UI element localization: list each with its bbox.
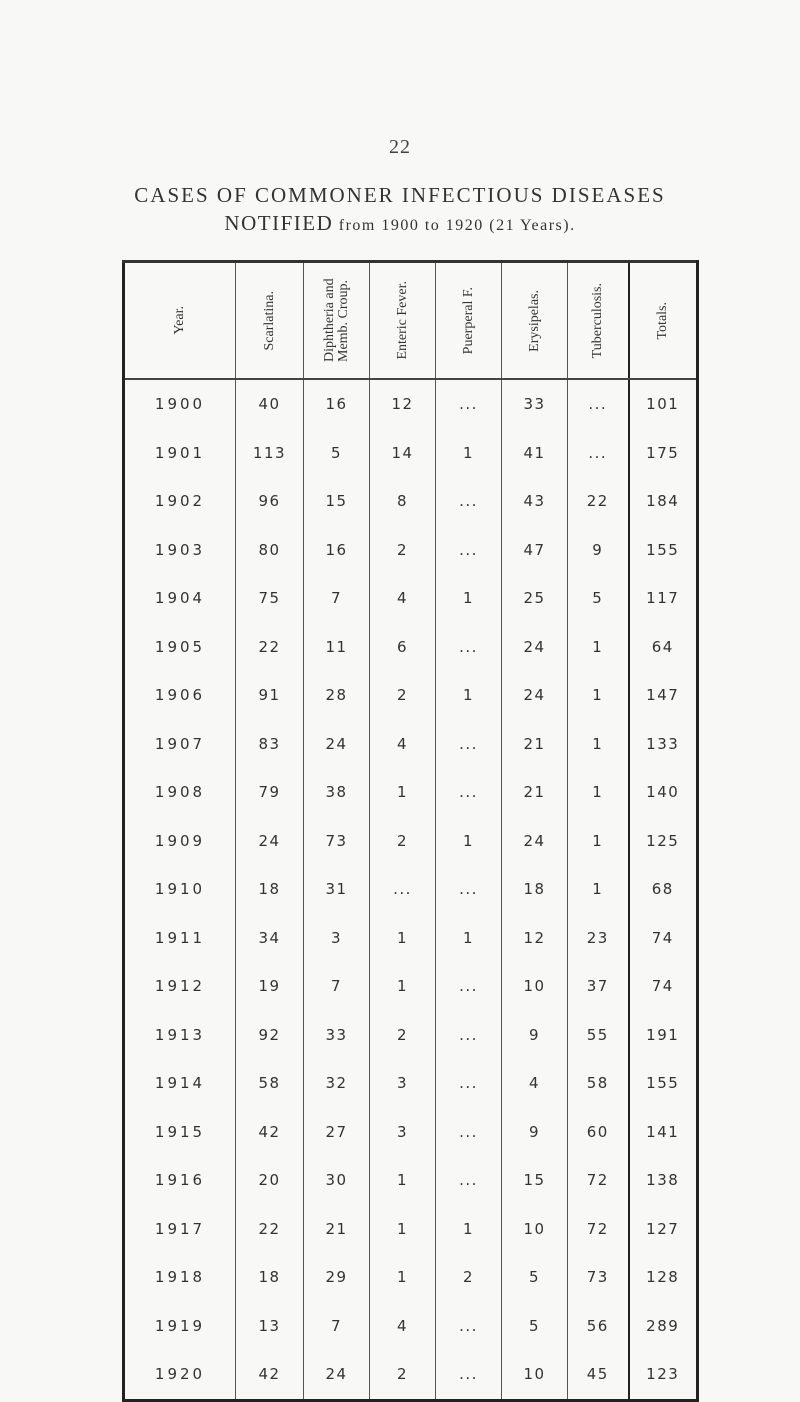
cell-tuberculosis: ... [568, 379, 629, 429]
cell-enteric: 8 [370, 477, 436, 526]
title-notified: NOTIFIED [224, 211, 334, 235]
cell-puerperal: ... [436, 379, 502, 429]
table-row [124, 671, 698, 720]
cell-puerperal: 1 [436, 817, 502, 866]
cell-year: 1900 [124, 379, 236, 429]
cell-year: 1917 [124, 1205, 236, 1254]
table-row [124, 914, 698, 963]
cell-diphtheria: 7 [304, 574, 370, 623]
table-row [124, 379, 698, 429]
cell-year: 1904 [124, 574, 236, 623]
cell-tuberculosis: 1 [568, 671, 629, 720]
cell-tuberculosis: 37 [568, 962, 629, 1011]
cell-tuberculosis: 9 [568, 526, 629, 575]
cell-erysipelas: 21 [502, 720, 568, 769]
cell-year: 1919 [124, 1302, 236, 1351]
cell-year: 1915 [124, 1108, 236, 1157]
cell-total: 133 [629, 720, 698, 769]
cell-enteric: 14 [370, 429, 436, 478]
cell-total: 138 [629, 1156, 698, 1205]
cell-scarlatina: 18 [236, 865, 304, 914]
cell-total: 123 [629, 1350, 698, 1400]
cell-enteric: 1 [370, 1205, 436, 1254]
cell-tuberculosis: 22 [568, 477, 629, 526]
cell-puerperal: 1 [436, 574, 502, 623]
cell-erysipelas: 9 [502, 1011, 568, 1060]
cell-year: 1908 [124, 768, 236, 817]
cell-tuberculosis: 72 [568, 1205, 629, 1254]
cell-puerperal: 1 [436, 914, 502, 963]
cell-tuberculosis: 5 [568, 574, 629, 623]
cell-tuberculosis: 56 [568, 1302, 629, 1351]
cell-puerperal: ... [436, 1059, 502, 1108]
cell-diphtheria: 7 [304, 1302, 370, 1351]
cell-enteric: 1 [370, 962, 436, 1011]
cell-scarlatina: 22 [236, 623, 304, 672]
cell-puerperal: ... [436, 1156, 502, 1205]
cell-puerperal: ... [436, 477, 502, 526]
cell-tuberculosis: 45 [568, 1350, 629, 1400]
cell-tuberculosis: 55 [568, 1011, 629, 1060]
cell-total: 184 [629, 477, 698, 526]
cell-scarlatina: 24 [236, 817, 304, 866]
cell-diphtheria: 29 [304, 1253, 370, 1302]
cell-puerperal: 2 [436, 1253, 502, 1302]
cell-total: 101 [629, 379, 698, 429]
cell-tuberculosis: 58 [568, 1059, 629, 1108]
cell-scarlatina: 18 [236, 1253, 304, 1302]
cell-diphtheria: 32 [304, 1059, 370, 1108]
cell-total: 147 [629, 671, 698, 720]
cell-enteric: 3 [370, 1059, 436, 1108]
header-tuberculosis: Tuberculosis. [568, 262, 629, 380]
cell-tuberculosis: 1 [568, 768, 629, 817]
table-row [124, 429, 698, 478]
cell-total: 68 [629, 865, 698, 914]
header-row [124, 262, 698, 380]
cell-total: 155 [629, 526, 698, 575]
cell-tuberculosis: 1 [568, 865, 629, 914]
cell-scarlatina: 34 [236, 914, 304, 963]
disease-notifications-table [122, 260, 699, 1402]
cell-enteric: 6 [370, 623, 436, 672]
table-row [124, 817, 698, 866]
cell-scarlatina: 13 [236, 1302, 304, 1351]
cell-enteric: 1 [370, 914, 436, 963]
header-year: Year. [124, 262, 236, 380]
cell-total: 125 [629, 817, 698, 866]
cell-scarlatina: 42 [236, 1108, 304, 1157]
cell-tuberculosis: ... [568, 429, 629, 478]
cell-erysipelas: 5 [502, 1253, 568, 1302]
cell-total: 64 [629, 623, 698, 672]
cell-total: 191 [629, 1011, 698, 1060]
table-row [124, 1059, 698, 1108]
cell-puerperal: 1 [436, 429, 502, 478]
cell-puerperal: ... [436, 962, 502, 1011]
cell-diphtheria: 16 [304, 526, 370, 575]
cell-year: 1914 [124, 1059, 236, 1108]
cell-diphtheria: 11 [304, 623, 370, 672]
cell-total: 141 [629, 1108, 698, 1157]
cell-scarlatina: 80 [236, 526, 304, 575]
cell-puerperal: ... [436, 768, 502, 817]
cell-scarlatina: 113 [236, 429, 304, 478]
cell-erysipelas: 10 [502, 1205, 568, 1254]
cell-diphtheria: 16 [304, 379, 370, 429]
cell-diphtheria: 21 [304, 1205, 370, 1254]
cell-enteric: 12 [370, 379, 436, 429]
cell-scarlatina: 92 [236, 1011, 304, 1060]
table-row [124, 1156, 698, 1205]
cell-puerperal: ... [436, 1108, 502, 1157]
cell-total: 127 [629, 1205, 698, 1254]
cell-scarlatina: 96 [236, 477, 304, 526]
table-row [124, 720, 698, 769]
title-period: from 1900 to 1920 (21 Years). [333, 217, 576, 234]
cell-enteric: 2 [370, 1350, 436, 1400]
cell-enteric: 1 [370, 1253, 436, 1302]
cell-erysipelas: 47 [502, 526, 568, 575]
cell-scarlatina: 75 [236, 574, 304, 623]
cell-scarlatina: 58 [236, 1059, 304, 1108]
cell-diphtheria: 28 [304, 671, 370, 720]
cell-puerperal: ... [436, 865, 502, 914]
cell-total: 128 [629, 1253, 698, 1302]
table-row [124, 962, 698, 1011]
cell-total: 175 [629, 429, 698, 478]
cell-year: 1910 [124, 865, 236, 914]
cell-year: 1918 [124, 1253, 236, 1302]
table-row [124, 1253, 698, 1302]
cell-scarlatina: 79 [236, 768, 304, 817]
cell-diphtheria: 31 [304, 865, 370, 914]
cell-erysipelas: 9 [502, 1108, 568, 1157]
cell-tuberculosis: 1 [568, 623, 629, 672]
cell-puerperal: ... [436, 1350, 502, 1400]
cell-erysipelas: 4 [502, 1059, 568, 1108]
cell-puerperal: ... [436, 1011, 502, 1060]
cell-scarlatina: 40 [236, 379, 304, 429]
table-title-line1: CASES OF COMMONER INFECTIOUS DISEASES [134, 183, 666, 207]
table-title-line2 [0, 211, 800, 236]
cell-puerperal: ... [436, 1302, 502, 1351]
cell-year: 1902 [124, 477, 236, 526]
cell-enteric: 2 [370, 526, 436, 575]
cell-scarlatina: 91 [236, 671, 304, 720]
cell-enteric: 4 [370, 574, 436, 623]
cell-enteric: 1 [370, 1156, 436, 1205]
header-puerperal: Puerperal F. [436, 262, 502, 380]
cell-year: 1905 [124, 623, 236, 672]
cell-diphtheria: 73 [304, 817, 370, 866]
cell-tuberculosis: 60 [568, 1108, 629, 1157]
header-totals: Totals. [629, 262, 698, 380]
table-row [124, 526, 698, 575]
cell-erysipelas: 5 [502, 1302, 568, 1351]
cell-year: 1911 [124, 914, 236, 963]
cell-erysipelas: 24 [502, 623, 568, 672]
table-row [124, 574, 698, 623]
cell-diphtheria: 24 [304, 720, 370, 769]
cell-year: 1912 [124, 962, 236, 1011]
cell-puerperal: ... [436, 526, 502, 575]
cell-diphtheria: 3 [304, 914, 370, 963]
table-row [124, 1350, 698, 1400]
table-body [124, 379, 698, 1400]
cell-total: 155 [629, 1059, 698, 1108]
cell-enteric: 2 [370, 1011, 436, 1060]
cell-total: 140 [629, 768, 698, 817]
cell-erysipelas: 15 [502, 1156, 568, 1205]
cell-year: 1916 [124, 1156, 236, 1205]
disease-table-container [122, 260, 696, 1384]
cell-total: 117 [629, 574, 698, 623]
cell-erysipelas: 43 [502, 477, 568, 526]
cell-diphtheria: 15 [304, 477, 370, 526]
table-row [124, 768, 698, 817]
cell-scarlatina: 22 [236, 1205, 304, 1254]
cell-erysipelas: 18 [502, 865, 568, 914]
cell-erysipelas: 41 [502, 429, 568, 478]
header-diphtheria: Diphtheria and Memb. Croup. [304, 262, 370, 380]
cell-scarlatina: 83 [236, 720, 304, 769]
cell-enteric: 4 [370, 720, 436, 769]
table-row [124, 477, 698, 526]
cell-puerperal: ... [436, 623, 502, 672]
cell-tuberculosis: 23 [568, 914, 629, 963]
cell-erysipelas: 21 [502, 768, 568, 817]
cell-total: 74 [629, 914, 698, 963]
cell-erysipelas: 12 [502, 914, 568, 963]
cell-tuberculosis: 73 [568, 1253, 629, 1302]
table-row [124, 1205, 698, 1254]
cell-enteric: 4 [370, 1302, 436, 1351]
page-number: 22 [389, 136, 411, 158]
cell-diphtheria: 5 [304, 429, 370, 478]
cell-year: 1903 [124, 526, 236, 575]
cell-diphtheria: 24 [304, 1350, 370, 1400]
cell-year: 1909 [124, 817, 236, 866]
header-erysipelas: Erysipelas. [502, 262, 568, 380]
cell-erysipelas: 33 [502, 379, 568, 429]
table-row [124, 1011, 698, 1060]
cell-year: 1906 [124, 671, 236, 720]
cell-erysipelas: 24 [502, 817, 568, 866]
cell-total: 289 [629, 1302, 698, 1351]
cell-erysipelas: 10 [502, 1350, 568, 1400]
cell-tuberculosis: 1 [568, 817, 629, 866]
cell-puerperal: 1 [436, 1205, 502, 1254]
cell-tuberculosis: 72 [568, 1156, 629, 1205]
table-row [124, 1302, 698, 1351]
cell-tuberculosis: 1 [568, 720, 629, 769]
cell-year: 1901 [124, 429, 236, 478]
cell-diphtheria: 30 [304, 1156, 370, 1205]
cell-erysipelas: 24 [502, 671, 568, 720]
cell-erysipelas: 10 [502, 962, 568, 1011]
table-row [124, 623, 698, 672]
cell-diphtheria: 7 [304, 962, 370, 1011]
cell-scarlatina: 19 [236, 962, 304, 1011]
cell-year: 1913 [124, 1011, 236, 1060]
cell-scarlatina: 20 [236, 1156, 304, 1205]
cell-total: 74 [629, 962, 698, 1011]
cell-enteric: 2 [370, 817, 436, 866]
cell-enteric: 2 [370, 671, 436, 720]
header-enteric: Enteric Fever. [370, 262, 436, 380]
header-scarlatina: Scarlatina. [236, 262, 304, 380]
cell-diphtheria: 38 [304, 768, 370, 817]
cell-enteric: ... [370, 865, 436, 914]
cell-scarlatina: 42 [236, 1350, 304, 1400]
cell-diphtheria: 27 [304, 1108, 370, 1157]
table-row [124, 865, 698, 914]
cell-enteric: 1 [370, 768, 436, 817]
cell-puerperal: 1 [436, 671, 502, 720]
cell-year: 1907 [124, 720, 236, 769]
table-row [124, 1108, 698, 1157]
cell-puerperal: ... [436, 720, 502, 769]
cell-diphtheria: 33 [304, 1011, 370, 1060]
cell-erysipelas: 25 [502, 574, 568, 623]
cell-year: 1920 [124, 1350, 236, 1400]
cell-enteric: 3 [370, 1108, 436, 1157]
